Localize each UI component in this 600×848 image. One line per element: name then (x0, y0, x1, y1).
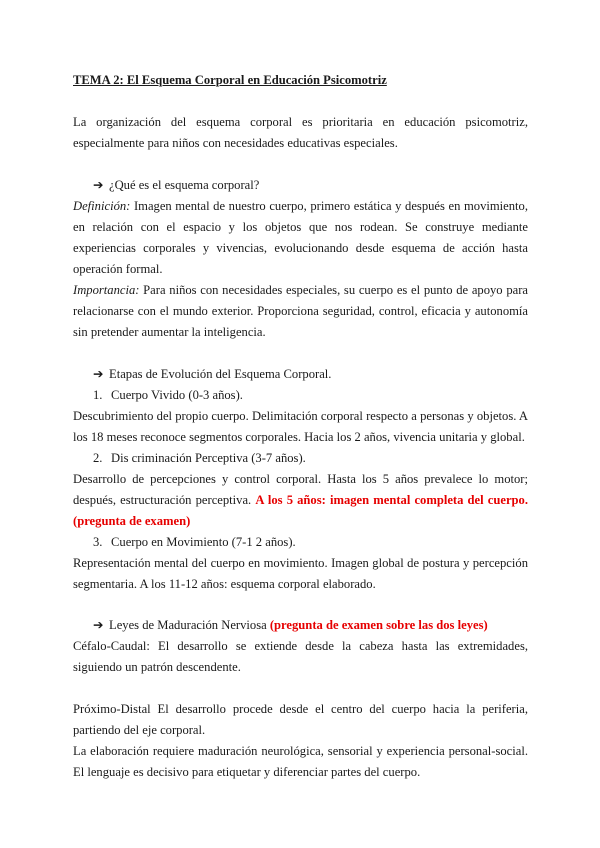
question-text: ¿Qué es el esquema corporal? (109, 178, 260, 192)
question-stages (93, 364, 331, 385)
stage-text: Desarrollo de percepciones y control corporal. Hasta los 5 años prevalece lo motor; después, estructuración perceptiva. (73, 472, 528, 507)
definition-text: Imagen mental de nuestro cuerpo, primero estática y después en movimiento, en relación con el espacio y los objetos que nos rodean. Se construye mediante experiencias corporales y vivencias, evolucionando desde esquema de acción hasta operación formal. (73, 199, 528, 276)
doc-title: TEMA 2: El Esquema Corporal en Educación Psicomotriz (73, 73, 387, 87)
stage-number: 1. (93, 388, 103, 402)
stage-number: 2. (93, 451, 103, 465)
arrow-icon: ➔ (93, 618, 104, 632)
question-text: Leyes de Maduración Nerviosa (109, 618, 270, 632)
question-text: Etapas de Evolución del Esquema Corporal. (109, 367, 332, 381)
stage-description (73, 469, 528, 532)
exam-highlight: A los 5 años: imagen mental completa del cuerpo.(pregunta de examen) (73, 493, 528, 528)
stage-title: Cuerpo en Movimiento (7-1 2 años). (111, 535, 296, 549)
question-laws (93, 615, 488, 636)
stage-title: Dis criminación Perceptiva (3-7 años). (111, 451, 306, 465)
importance-text: Para niños con necesidades especiales, su cuerpo es el punto de apoyo para relacionarse con el mundo exterior. Proporciona seguridad, control, eficacia y autonomía sin pretender aumentar la inteligencia. (73, 283, 528, 339)
stage-heading (93, 532, 296, 553)
stage-number: 3. (93, 535, 103, 549)
law-cefalo-caudal: Céfalo-Caudal: El desarrollo se extiende desde la cabeza hasta las extremidades, siguiendo un patrón descendente. (73, 639, 528, 674)
law-proximo-distal: Próximo-Distal El desarrollo procede desde el centro del cuerpo hacia la periferia, partiendo del eje corporal. (73, 702, 528, 737)
definition-paragraph (73, 196, 528, 280)
stage-description: Representación mental del cuerpo en movimiento. Imagen global de postura y percepción segmentaria. A los 11-12 años: esquema corporal elaborado. (73, 556, 528, 591)
intro-paragraph: La organización del esquema corporal es prioritaria en educación psicomotriz, especialmente para niños con necesidades educativas especiales. (73, 115, 528, 150)
closing-paragraph: La elaboración requiere maduración neurológica, sensorial y experiencia personal-social. El lenguaje es decisivo para etiquetar y diferenciar partes del cuerpo. (73, 744, 528, 779)
question-what-is (93, 175, 259, 196)
importance-label: Importancia: (73, 283, 140, 297)
importance-paragraph (73, 280, 528, 343)
stage-description: Descubrimiento del propio cuerpo. Delimitación corporal respecto a personas y objetos. A los 18 meses reconoce segmentos corporales. Hacia los 2 años, vivencia unitaria y global. (73, 409, 528, 444)
definition-label: Definición: (73, 199, 131, 213)
arrow-icon: ➔ (93, 367, 104, 381)
stage-heading (93, 385, 243, 406)
exam-highlight: (pregunta de examen sobre las dos leyes) (269, 618, 488, 632)
arrow-icon: ➔ (93, 178, 104, 192)
stage-heading (93, 448, 306, 469)
stage-title: Cuerpo Vivido (0-3 años). (111, 388, 243, 402)
